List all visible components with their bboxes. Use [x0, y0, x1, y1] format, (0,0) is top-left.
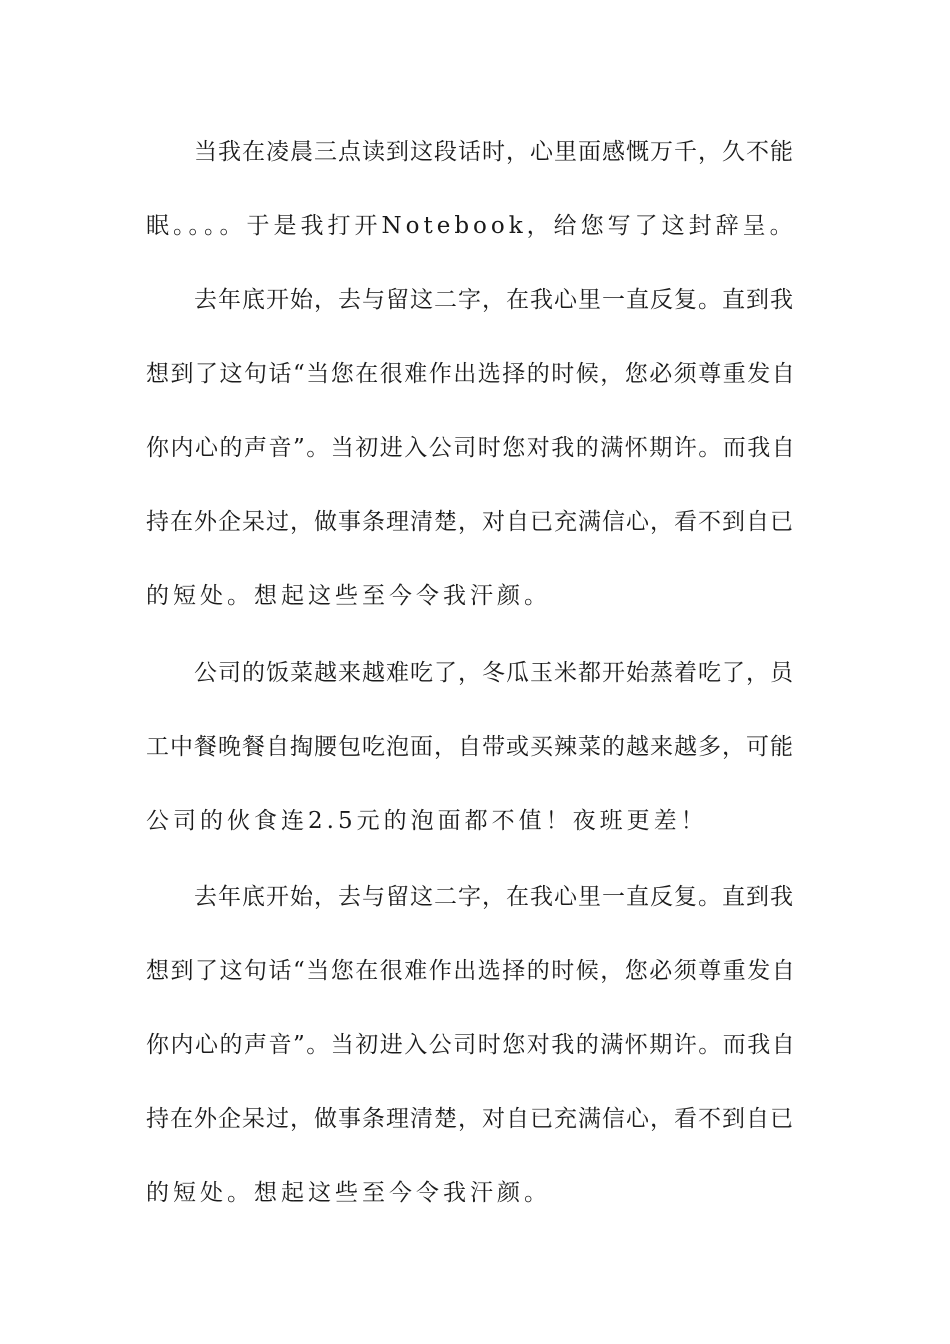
paragraph-2-line-1: 去年底开始，去与留这二字，在我心里一直反复。直到我 [194, 287, 794, 313]
paragraph-4-line-3: 你内心的声音”。当初进入公司时您对我的满怀期许。而我自 [146, 1032, 797, 1058]
paragraph-3-line-3: 公司的伙食连2.5元的泡面都不值！夜班更差！ [146, 808, 708, 834]
paragraph-2-line-5: 的短处。想起这些至今令我汗颜。 [146, 583, 551, 609]
paragraph-3-line-2: 工中餐晚餐自掏腰包吃泡面，自带或买辣菜的越来越多，可能 [146, 734, 794, 760]
paragraph-2-line-2: 想到了这句话“当您在很难作出选择的时候，您必须尊重发自 [146, 361, 797, 387]
paragraph-3-line-1: 公司的饭菜越来越难吃了，冬瓜玉米都开始蒸着吃了，员 [194, 660, 794, 686]
paragraph-2-line-3: 你内心的声音”。当初进入公司时您对我的满怀期许。而我自 [146, 435, 797, 461]
paragraph-4-line-4: 持在外企呆过，做事条理清楚，对自已充满信心，看不到自已 [146, 1106, 794, 1132]
paragraph-4-line-5: 的短处。想起这些至今令我汗颜。 [146, 1180, 551, 1206]
paragraph-4-line-1: 去年底开始，去与留这二字，在我心里一直反复。直到我 [194, 884, 794, 910]
paragraph-1-line-1: 当我在凌晨三点读到这段话时，心里面感慨万千，久不能 [194, 139, 794, 165]
paragraph-4-line-2: 想到了这句话“当您在很难作出选择的时候，您必须尊重发自 [146, 958, 797, 984]
paragraph-2-line-4: 持在外企呆过，做事条理清楚，对自已充满信心，看不到自已 [146, 509, 794, 535]
paragraph-1-line-2: 眠。。。。于是我打开Notebook，给您写了这封辞呈。 [146, 213, 797, 239]
